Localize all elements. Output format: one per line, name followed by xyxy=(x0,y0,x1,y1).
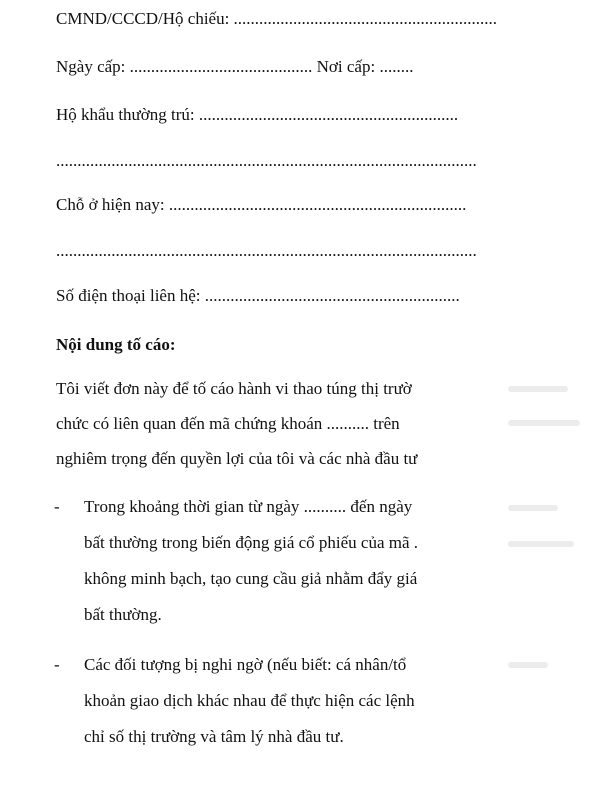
faded-text-remnant xyxy=(508,541,574,547)
paragraph-line: chức có liên quan đến mã chứng khoán .......... trên xyxy=(56,414,400,433)
section-heading: Nội dung tố cáo: xyxy=(56,335,176,354)
current-address-field: Chỗ ở hiện nay: ...................................................................... xyxy=(56,195,467,214)
bullet-marker: - xyxy=(54,497,60,516)
permanent-residence-continuation: ................................................................................................... xyxy=(56,151,477,170)
permanent-residence-field: Hộ khẩu thường trú: ............................................................. xyxy=(56,105,459,124)
paragraph-line: nghiêm trọng đến quyền lợi của tôi và các nhà đầu tư xyxy=(56,449,418,468)
bullet-line: bất thường. xyxy=(84,605,162,624)
paragraph-line: Tôi viết đơn này để tố cáo hành vi thao túng thị trườ xyxy=(56,379,412,398)
id-number-field: CMND/CCCD/Hộ chiếu: .............................................................. xyxy=(56,9,498,28)
phone-number-field: Số điện thoại liên hệ: ............................................................ xyxy=(56,286,460,305)
issue-date-place-field: Ngày cấp: ........................................... Nơi cấp: ........ xyxy=(56,57,414,76)
faded-text-remnant xyxy=(508,420,580,426)
faded-text-remnant xyxy=(508,505,558,511)
right-edge-fade xyxy=(500,0,600,800)
current-address-continuation: ................................................................................................... xyxy=(56,241,477,260)
bullet-line: chỉ số thị trường và tâm lý nhà đầu tư. xyxy=(84,727,344,746)
faded-text-remnant xyxy=(508,662,548,668)
bullet-line: Trong khoảng thời gian từ ngày .......... đến ngày xyxy=(84,497,413,516)
bullet-line: bất thường trong biến động giá cổ phiếu của mã . xyxy=(84,533,419,552)
bullet-line: khoản giao dịch khác nhau để thực hiện các lệnh xyxy=(84,691,415,710)
bullet-line: Các đối tượng bị nghi ngờ (nếu biết: cá nhân/tổ xyxy=(84,655,407,674)
bullet-marker: - xyxy=(54,655,60,674)
faded-text-remnant xyxy=(508,386,568,392)
bullet-line: không minh bạch, tạo cung cầu giả nhằm đẩy giá xyxy=(84,569,418,588)
